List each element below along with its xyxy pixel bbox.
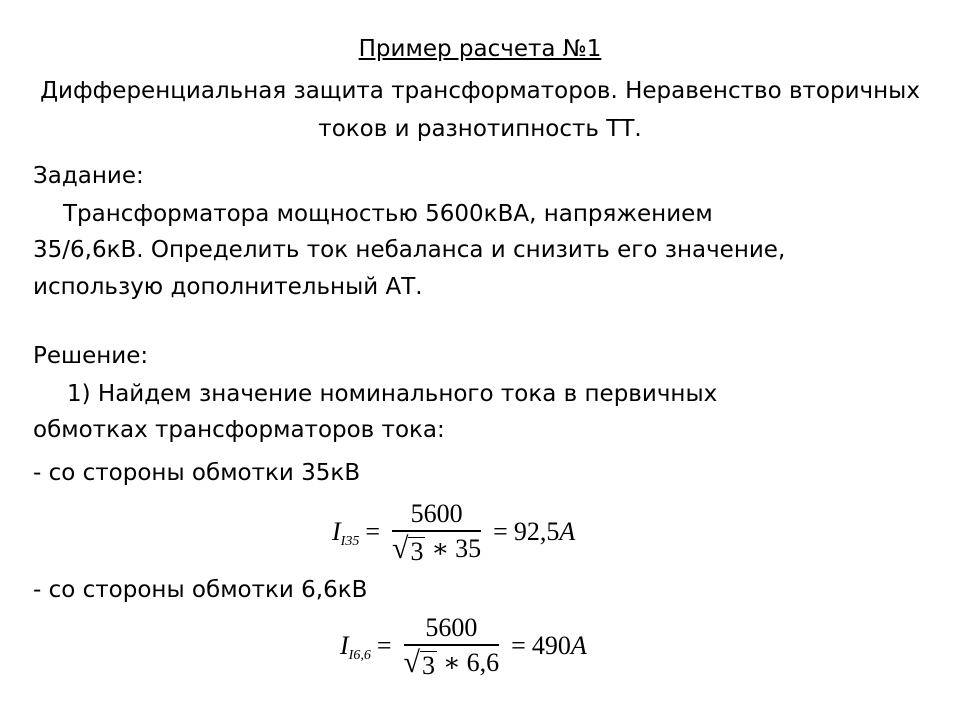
formula-i6-6: I I6,6 = 5600 √ 3 ∗ 6,6 = 490 A [340,613,587,680]
step1-line-2: обмотках трансформаторов тока: [33,417,445,443]
fraction: 5600 √ 3 ∗ 6,6 [403,613,500,680]
solution-label: Решение: [33,343,149,369]
side-6-6kv-label: - со стороны обмотки 6,6кВ [33,577,368,603]
task-line-2: 35/6,6кВ. Определить ток небаланса и снизить его значение, [33,237,786,263]
fraction: 5600 √ 3 ∗ 35 [392,499,482,566]
step1-line-1: 1) Найдем значение номинального тока в первичных [67,381,718,407]
subtitle: Дифференциальная защита трансформаторов. Неравенство вторичных токов и разнотипность ТТ. [40,78,920,142]
task-line-1: Трансформатора мощностью 5600кВА, напряжением [63,201,713,227]
formula-i35: I I35 = 5600 √ 3 ∗ 35 = 92,5 A [332,499,576,566]
task-line-3: использую дополнительный АТ. [33,274,423,300]
title: Пример расчета №1 [358,36,602,62]
task-label: Задание: [33,163,144,189]
side-35kv-label: - со стороны обмотки 35кВ [33,460,361,486]
